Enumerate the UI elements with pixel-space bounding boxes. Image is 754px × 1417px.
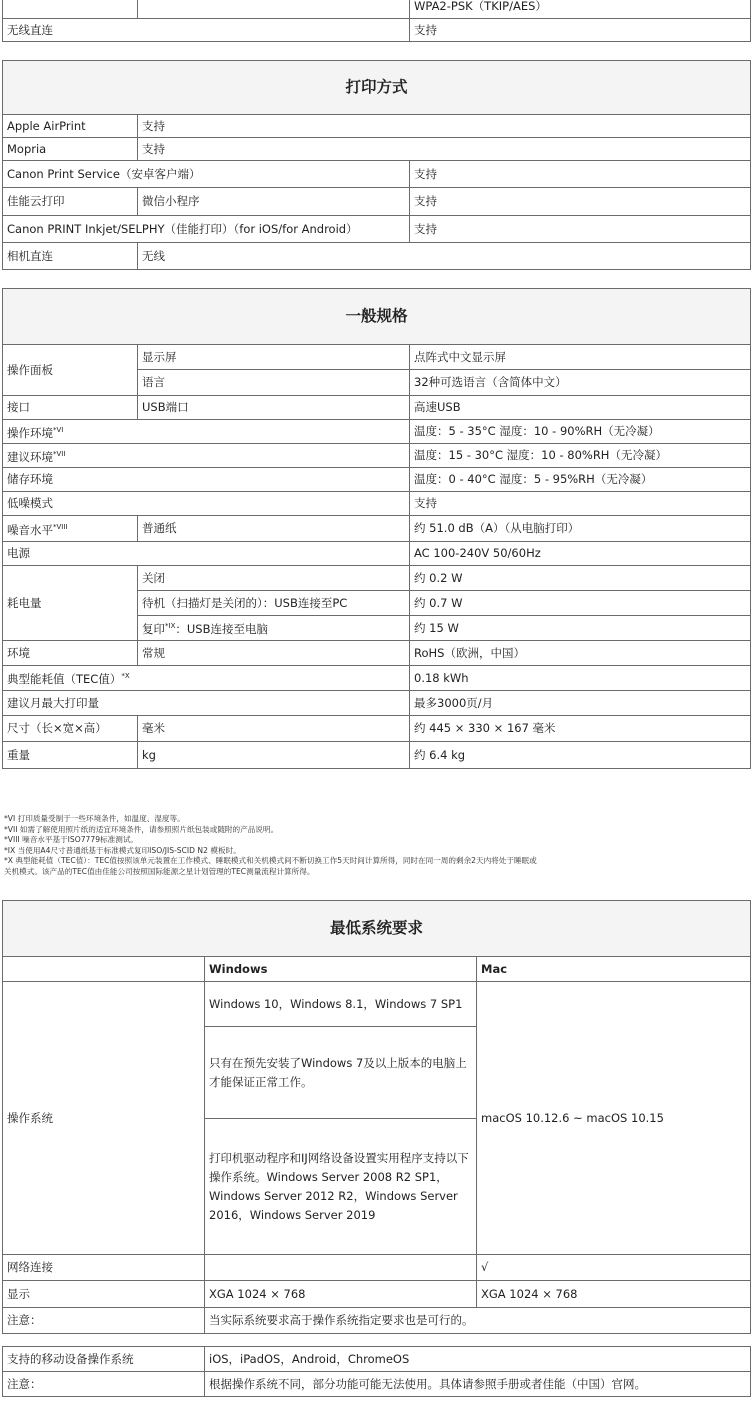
print-row-label: Canon PRINT Inkjet/SELPHY（佳能打印）（for iOS/for Android）	[3, 216, 410, 243]
panel-label: 操作面板	[3, 345, 138, 396]
size-label: 尺寸（长×宽×高）	[3, 716, 138, 742]
wireless-label	[3, 0, 138, 19]
system-requirements-table	[2, 900, 751, 1334]
op-env-label: 操作环境$^{*VI}$	[3, 420, 410, 444]
store-env-value: 温度：0 - 40°C 湿度：5 - 95%RH（无冷凝）	[410, 468, 751, 492]
mobile-note-label: 注意：	[3, 1372, 205, 1397]
port-label: 接口	[3, 396, 138, 420]
wireless-security-value: WPA2-PSK（TKIP/AES）	[410, 0, 751, 19]
windows-versions: Windows 10，Windows 8.1，Windows 7 SP1	[205, 982, 477, 1027]
windows-server-support: 打印机驱动程序和IJ网络设备设置实用程序支持以下操作系统。Windows Server 2008 R2 SP1，Windows Server 2012 R2，Windows Server 2016，Windows Server 2019	[205, 1119, 477, 1255]
tec-label: 典型能耗值（TEC值）$^{*X}$	[3, 666, 410, 691]
footnote-mark: *X	[121, 672, 130, 681]
display-label: 显示	[3, 1281, 205, 1308]
store-env-label: 储存环境	[3, 468, 410, 492]
print-row-label: Mopria	[3, 138, 138, 161]
quiet-mode-label: 低噪模式	[3, 492, 410, 516]
print-row-value: 支持	[138, 115, 751, 138]
print-row-value: 支持	[410, 161, 751, 188]
weight-label: 重量	[3, 742, 138, 769]
footnote: *VII 如需了解使用照片纸的适宜环境条件，请参照照片纸包装或随附的产品说明。	[4, 824, 279, 834]
footnote: *IX 当使用A4尺寸普通纸基于标准模式复印ISO/JIS-SCID N2 模板时。	[4, 845, 241, 855]
consumption-standby-value: 约 0.7 W	[410, 591, 751, 616]
noise-label: 噪音水平$^{*VIII}$	[3, 516, 138, 542]
footnote-mark: *VII	[53, 449, 66, 458]
windows-note: 只有在预先安装了Windows 7及以上版本的电脑上才能保证正常工作。	[205, 1027, 477, 1119]
consumption-standby-sub: 待机（扫描灯是关闭的）：USB连接至PC	[138, 591, 410, 616]
rec-env-value: 温度：15 - 30°C 湿度：10 - 80%RH（无冷凝）	[410, 444, 751, 468]
print-row-value: 无线	[138, 243, 751, 270]
sysreq-note-label: 注意：	[3, 1308, 205, 1334]
port-sub: USB端口	[138, 396, 410, 420]
print-row-value: 支持	[138, 138, 751, 161]
sysreq-corner	[3, 957, 205, 982]
mobile-os-value: iOS，iPadOS，Android，ChromeOS	[205, 1347, 751, 1372]
footnote-mark: *IX	[165, 622, 176, 631]
footnotes	[4, 814, 748, 877]
footnote: *VIII 噪音水平基于ISO7779标准测试。	[4, 835, 139, 844]
footnote: *X 典型能耗值（TEC值）：TEC值按照该单元装置在工作模式、睡眠模式和关机模式间不断切换工作5天时间计算所得，同时在同一周的剩余2天内将处于睡眠或	[4, 856, 537, 865]
print-row-value: 支持	[410, 188, 751, 216]
consumption-copy-value: 约 15 W	[410, 616, 751, 641]
print-method-title: 打印方式	[3, 61, 751, 115]
sysreq-title: 最低系统要求	[3, 901, 751, 957]
wireless-sub	[138, 0, 410, 19]
consumption-copy-sub: 复印$^{*IX}$：USB连接至电脑	[138, 616, 410, 641]
environment-label: 环境	[3, 641, 138, 666]
consumption-label: 耗电量	[3, 566, 138, 641]
weight-value: 约 6.4 kg	[410, 742, 751, 769]
monthly-volume-label: 建议月最大打印量	[3, 691, 410, 716]
col-windows-header: Windows	[205, 957, 477, 982]
print-row-value: 支持	[410, 216, 751, 243]
consumption-off-sub: 关闭	[138, 566, 410, 591]
print-row-label: 佳能云打印	[3, 188, 138, 216]
print-row-label: Canon Print Service（安卓客户端）	[3, 161, 410, 188]
print-row-label: Apple AirPrint	[3, 115, 138, 138]
footnote: *VI 打印质量受制于一些环境条件，如温度、湿度等。	[4, 814, 185, 823]
panel-display-value: 点阵式中文显示屏	[410, 345, 751, 370]
wireless-direct-label: 无线直连	[3, 19, 410, 42]
col-mac-header: Mac	[477, 957, 751, 982]
environment-value: RoHS（欧洲，中国）	[410, 641, 751, 666]
wireless-table-fragment	[2, 0, 751, 42]
rec-env-label: 建议环境$^{*VII}$	[3, 444, 410, 468]
consumption-off-value: 约 0.2 W	[410, 566, 751, 591]
sysreq-note-value: 当实际系统要求高于操作系统指定要求也是可行的。	[205, 1308, 751, 1334]
print-row-sub: 微信小程序	[138, 188, 410, 216]
panel-language-value: 32种可选语言（含简体中文）	[410, 370, 751, 396]
network-windows	[205, 1255, 477, 1281]
print-row-label: 相机直连	[3, 243, 138, 270]
power-label: 电源	[3, 542, 410, 566]
noise-sub: 普通纸	[138, 516, 410, 542]
panel-language-sub: 语言	[138, 370, 410, 396]
weight-sub: kg	[138, 742, 410, 769]
environment-sub: 常规	[138, 641, 410, 666]
wireless-direct-value: 支持	[410, 19, 751, 42]
power-value: AC 100-240V 50/60Hz	[410, 542, 751, 566]
footnote: 关机模式。该产品的TEC值由佳能公司按照国际能源之星计划管理的TEC测量流程计算所得。	[4, 866, 315, 876]
mobile-os-table	[2, 1346, 751, 1397]
port-value: 高速USB	[410, 396, 751, 420]
network-mac: √	[477, 1255, 751, 1281]
os-label: 操作系统	[3, 982, 205, 1255]
tec-value: 0.18 kWh	[410, 666, 751, 691]
mobile-os-label: 支持的移动设备操作系统	[3, 1347, 205, 1372]
monthly-volume-value: 最多3000页/月	[410, 691, 751, 716]
general-spec-title: 一般规格	[3, 289, 751, 345]
size-value: 约 445 × 330 × 167 毫米	[410, 716, 751, 742]
general-spec-table	[2, 288, 751, 769]
op-env-value: 温度：5 - 35°C 湿度：10 - 90%RH（无冷凝）	[410, 420, 751, 444]
mac-os-versions: macOS 10.12.6 ~ macOS 10.15	[477, 982, 751, 1255]
panel-display-sub: 显示屏	[138, 345, 410, 370]
display-windows: XGA 1024 × 768	[205, 1281, 477, 1308]
network-label: 网络连接	[3, 1255, 205, 1281]
quiet-mode-value: 支持	[410, 492, 751, 516]
display-mac: XGA 1024 × 768	[477, 1281, 751, 1308]
noise-value: 约 51.0 dB（A）（从电脑打印）	[410, 516, 751, 542]
footnote-mark: *VI	[53, 425, 64, 434]
size-sub: 毫米	[138, 716, 410, 742]
footnote-mark: *VIII	[53, 522, 68, 531]
print-method-table	[2, 60, 751, 270]
mobile-note-value: 根据操作系统不同，部分功能可能无法使用。具体请参照手册或者佳能（中国）官网。	[205, 1372, 751, 1397]
